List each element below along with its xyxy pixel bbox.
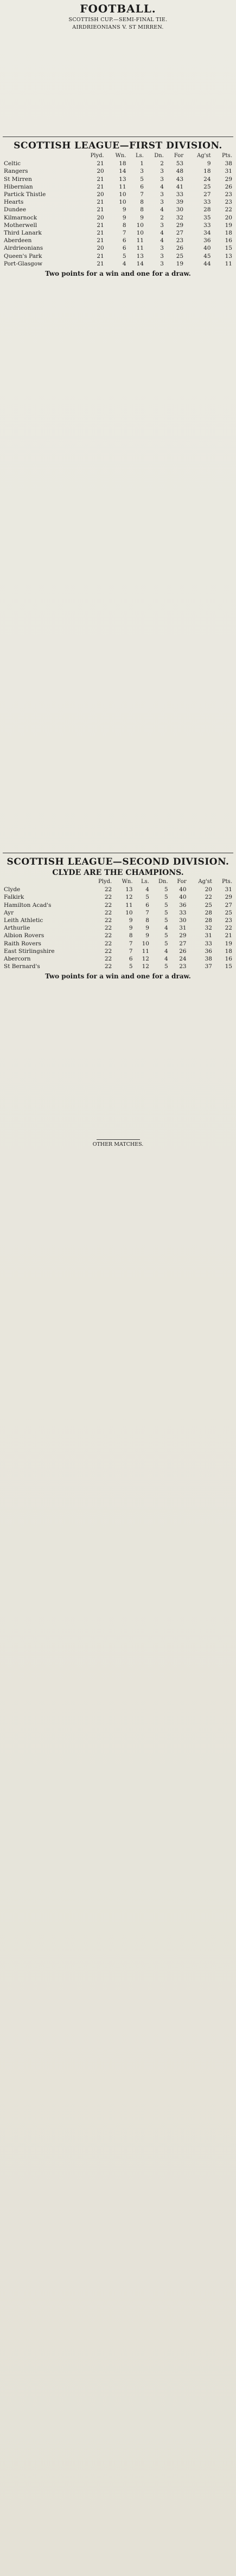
col-header: Wn. — [122, 879, 133, 885]
stat-cell: 8 — [122, 222, 126, 229]
table-row — [3, 176, 233, 183]
stat-cell: 25 — [225, 909, 232, 916]
stat-cell: 13 — [225, 252, 232, 259]
table-row — [3, 948, 233, 955]
stat-cell: 12 — [142, 956, 149, 963]
stat-cell: 7 — [145, 909, 149, 916]
stat-cell: 44 — [203, 260, 211, 267]
stat-cell: 11 — [136, 237, 144, 244]
table-row — [3, 244, 233, 252]
col-header: Pts. — [221, 879, 232, 885]
col-header — [3, 152, 78, 160]
stat-cell: 3 — [160, 260, 164, 267]
col-header: Ls. — [141, 879, 149, 885]
stat-cell: 21 — [97, 260, 104, 267]
stat-cell: 3 — [160, 252, 164, 259]
stat-cell: 19 — [176, 260, 184, 267]
stat-cell: 5 — [164, 917, 168, 924]
stat-cell: 9 — [122, 206, 126, 213]
first-division-table — [3, 152, 233, 268]
table-row — [3, 198, 233, 206]
other-matches-heading: OTHER MATCHES. — [92, 1141, 144, 1148]
stat-cell: 22 — [104, 909, 112, 916]
stat-cell: 21 — [97, 160, 104, 167]
table-row — [3, 252, 233, 260]
stat-cell: 3 — [140, 168, 144, 175]
stat-cell: 11 — [125, 901, 133, 909]
stat-cell: 37 — [205, 963, 212, 970]
stat-cell: 10 — [119, 199, 126, 206]
team-name-cell: Arthurlie — [4, 925, 30, 932]
stat-cell: 36 — [179, 901, 187, 909]
stat-cell: 5 — [164, 894, 168, 901]
table-row — [3, 237, 233, 244]
stat-cell: 7 — [129, 948, 133, 955]
second-division-title: SCOTTISH LEAGUE—SECOND DIVISION. — [7, 856, 229, 868]
table-row — [3, 191, 233, 198]
col-header: For — [177, 879, 187, 885]
stat-cell: 9 — [207, 160, 211, 167]
stat-cell: 4 — [160, 206, 164, 213]
team-name-cell: Hibernian — [4, 183, 33, 190]
stat-cell: 8 — [140, 199, 144, 206]
stat-cell: 28 — [205, 909, 212, 916]
table-row — [3, 924, 233, 932]
stat-cell: 31 — [179, 925, 187, 932]
stat-cell: 9 — [145, 932, 149, 939]
team-name-cell: Hearts — [4, 199, 24, 206]
story-subheading: AIRDRIEONIANS V. ST MIRREN. — [72, 24, 164, 30]
stat-cell: 18 — [203, 168, 211, 175]
stat-cell: 6 — [129, 956, 133, 963]
stat-cell: 14 — [119, 168, 126, 175]
stat-cell: 25 — [203, 183, 211, 190]
stat-cell: 20 — [97, 214, 104, 221]
stat-cell: 4 — [164, 925, 168, 932]
stat-cell: 12 — [142, 963, 149, 970]
stat-cell: 11 — [136, 245, 144, 252]
col-header: Plyd. — [90, 153, 104, 159]
stat-cell: 20 — [205, 886, 212, 893]
team-name-cell: East Stirlingshire — [4, 948, 55, 955]
stat-cell: 24 — [203, 176, 211, 183]
table-row — [3, 886, 233, 893]
stat-cell: 29 — [225, 894, 232, 901]
stat-cell: 21 — [97, 252, 104, 259]
stat-cell: 33 — [203, 199, 211, 206]
table-row — [3, 893, 233, 901]
stat-cell: 5 — [129, 963, 133, 970]
stat-cell: 14 — [136, 260, 144, 267]
stat-cell: 22 — [104, 940, 112, 947]
stat-cell: 3 — [160, 199, 164, 206]
story-body-4 — [3, 1148, 233, 1824]
stat-cell: 5 — [164, 963, 168, 970]
first-division-note: Two points for a win and one for a draw. — [45, 270, 191, 278]
stat-cell: 1 — [140, 160, 144, 167]
divider — [97, 1139, 140, 1140]
stat-cell: 11 — [119, 183, 126, 190]
stat-cell: 22 — [104, 956, 112, 963]
section-masthead: FOOTBALL. — [80, 2, 156, 15]
stat-cell: 43 — [176, 176, 184, 183]
team-name-cell: Third Lanark — [4, 230, 42, 237]
stat-cell: 9 — [140, 214, 144, 221]
stat-cell: 22 — [104, 917, 112, 924]
first-division-title: SCOTTISH LEAGUE—FIRST DIVISION. — [14, 140, 222, 151]
team-name-cell: Raith Rovers — [4, 940, 41, 947]
stat-cell: 22 — [104, 932, 112, 939]
stat-cell: 10 — [136, 222, 144, 229]
second-division-subtitle: CLYDE ARE THE CHAMPIONS. — [52, 868, 184, 878]
stat-cell: 27 — [203, 191, 211, 198]
col-header: Ag'st — [197, 153, 211, 159]
second-division-note: Two points for a win and one for a draw. — [45, 972, 191, 981]
stat-cell: 9 — [122, 214, 126, 221]
stat-cell: 27 — [179, 940, 187, 947]
team-name-cell: Partick Thistle — [4, 191, 46, 198]
stat-cell: 30 — [176, 206, 184, 213]
stat-cell: 12 — [125, 894, 133, 901]
stat-cell: 7 — [122, 230, 126, 237]
stat-cell: 21 — [225, 932, 232, 939]
stat-cell: 18 — [225, 230, 232, 237]
team-name-cell: Aberdeen — [4, 237, 32, 244]
stat-cell: 31 — [225, 886, 232, 893]
stat-cell: 41 — [176, 183, 184, 190]
stat-cell: 4 — [160, 237, 164, 244]
stat-cell: 40 — [179, 894, 187, 901]
stat-cell: 33 — [205, 940, 212, 947]
stat-cell: 23 — [225, 191, 232, 198]
stat-cell: 48 — [176, 168, 184, 175]
stat-cell: 5 — [145, 894, 149, 901]
stat-cell: 21 — [97, 222, 104, 229]
stat-cell: 15 — [225, 245, 232, 252]
team-name-cell: Ayr — [4, 909, 14, 916]
table-header-row — [3, 878, 233, 886]
story-body-2 — [3, 279, 233, 851]
col-header: Ag'st — [198, 879, 212, 885]
stat-cell: 6 — [122, 245, 126, 252]
stat-cell: 27 — [176, 230, 184, 237]
stat-cell: 4 — [160, 230, 164, 237]
stat-cell: 11 — [142, 948, 149, 955]
stat-cell: 40 — [179, 886, 187, 893]
team-name-cell: St Mirren — [4, 176, 32, 183]
table-row — [3, 167, 233, 175]
stat-cell: 45 — [203, 252, 211, 259]
stat-cell: 22 — [205, 894, 212, 901]
stat-cell: 20 — [97, 191, 104, 198]
stat-cell: 29 — [225, 176, 232, 183]
stat-cell: 22 — [104, 894, 112, 901]
team-name-cell: St Bernard's — [4, 963, 40, 970]
stat-cell: 30 — [179, 917, 187, 924]
stat-cell: 31 — [225, 168, 232, 175]
team-name-cell: Falkirk — [4, 894, 24, 901]
stat-cell: 25 — [176, 252, 184, 259]
stat-cell: 5 — [164, 886, 168, 893]
stat-cell: 29 — [179, 932, 187, 939]
stat-cell: 3 — [160, 168, 164, 175]
stat-cell: 29 — [176, 222, 184, 229]
stat-cell: 21 — [97, 199, 104, 206]
table-row — [3, 206, 233, 213]
stat-cell: 4 — [160, 183, 164, 190]
stat-cell: 13 — [136, 252, 144, 259]
stat-cell: 15 — [225, 963, 232, 970]
stat-cell: 9 — [129, 917, 133, 924]
stat-cell: 8 — [145, 917, 149, 924]
story-body-3 — [3, 982, 233, 1138]
stat-cell: 38 — [205, 956, 212, 963]
col-header: Pts. — [221, 153, 232, 159]
stat-cell: 11 — [225, 260, 232, 267]
stat-cell: 19 — [225, 940, 232, 947]
stat-cell: 22 — [225, 206, 232, 213]
team-name-cell: Hamilton Acad's — [4, 901, 52, 909]
stat-cell: 5 — [122, 252, 126, 259]
stat-cell: 20 — [225, 214, 232, 221]
stat-cell: 13 — [125, 886, 133, 893]
stat-cell: 16 — [225, 956, 232, 963]
stat-cell: 5 — [164, 932, 168, 939]
stat-cell: 3 — [160, 222, 164, 229]
stat-cell: 36 — [205, 948, 212, 955]
stat-cell: 20 — [97, 245, 104, 252]
stat-cell: 22 — [225, 925, 232, 932]
table-row — [3, 932, 233, 939]
team-name-cell: Airdrieonians — [4, 245, 43, 252]
stat-cell: 8 — [140, 206, 144, 213]
stat-cell: 36 — [203, 237, 211, 244]
stat-cell: 21 — [97, 230, 104, 237]
stat-cell: 24 — [179, 956, 187, 963]
stat-cell: 22 — [104, 948, 112, 955]
stat-cell: 9 — [129, 925, 133, 932]
col-header: Dn. — [158, 879, 168, 885]
col-header: For — [174, 153, 184, 159]
stat-cell: 39 — [176, 199, 184, 206]
story-heading: SCOTTISH CUP.—SEMI-FINAL TIE. — [68, 17, 168, 23]
stat-cell: 22 — [104, 901, 112, 909]
stat-cell: 5 — [140, 176, 144, 183]
stat-cell: 3 — [160, 245, 164, 252]
col-header — [3, 878, 88, 886]
stat-cell: 18 — [225, 948, 232, 955]
team-name-cell: Clyde — [4, 886, 21, 893]
stat-cell: 4 — [164, 956, 168, 963]
stat-cell: 9 — [145, 925, 149, 932]
table-row — [3, 955, 233, 963]
table-row — [3, 917, 233, 924]
stat-cell: 2 — [160, 214, 164, 221]
table-row — [3, 940, 233, 948]
stat-cell: 3 — [160, 191, 164, 198]
stat-cell: 22 — [104, 886, 112, 893]
stat-cell: 2 — [160, 160, 164, 167]
team-name-cell: Port-Glasgow — [4, 260, 43, 267]
table-row — [3, 901, 233, 909]
stat-cell: 27 — [225, 901, 232, 909]
stat-cell: 10 — [142, 940, 149, 947]
team-name-cell: Abercorn — [4, 956, 31, 963]
stat-cell: 28 — [203, 206, 211, 213]
table-row — [3, 160, 233, 167]
stat-cell: 3 — [160, 176, 164, 183]
table-row — [3, 229, 233, 237]
stat-cell: 32 — [205, 925, 212, 932]
second-division-table — [3, 878, 233, 970]
stat-cell: 18 — [119, 160, 126, 167]
team-name-cell: Motherwell — [4, 222, 37, 229]
stat-cell: 8 — [129, 932, 133, 939]
col-header: Dn. — [154, 153, 164, 159]
stat-cell: 10 — [119, 191, 126, 198]
stat-cell: 53 — [176, 160, 184, 167]
stat-cell: 6 — [145, 901, 149, 909]
stat-cell: 5 — [164, 909, 168, 916]
stat-cell: 35 — [203, 214, 211, 221]
table-row — [3, 214, 233, 222]
stat-cell: 26 — [176, 245, 184, 252]
stat-cell: 33 — [179, 909, 187, 916]
table-row — [3, 963, 233, 970]
col-header: Wn. — [115, 153, 126, 159]
stat-cell: 19 — [225, 222, 232, 229]
team-name-cell: Albion Rovers — [4, 932, 44, 939]
stat-cell: 5 — [164, 940, 168, 947]
stat-cell: 40 — [203, 245, 211, 252]
stat-cell: 23 — [179, 963, 187, 970]
stat-cell: 21 — [97, 237, 104, 244]
stat-cell: 4 — [164, 948, 168, 955]
stat-cell: 21 — [97, 206, 104, 213]
stat-cell: 10 — [136, 230, 144, 237]
stat-cell: 33 — [203, 222, 211, 229]
team-name-cell: Leith Athletic — [4, 917, 43, 924]
stat-cell: 31 — [205, 932, 212, 939]
table-row — [3, 222, 233, 229]
stat-cell: 25 — [205, 901, 212, 909]
stat-cell: 7 — [140, 191, 144, 198]
table-row — [3, 909, 233, 917]
col-header: Ls. — [135, 153, 144, 159]
stat-cell: 26 — [225, 183, 232, 190]
stat-cell: 20 — [97, 168, 104, 175]
stat-cell: 5 — [164, 901, 168, 909]
stat-cell: 28 — [205, 917, 212, 924]
stat-cell: 26 — [179, 948, 187, 955]
team-name-cell: Rangers — [4, 168, 28, 175]
stat-cell: 23 — [225, 917, 232, 924]
stat-cell: 10 — [125, 909, 133, 916]
stat-cell: 6 — [122, 237, 126, 244]
table-row — [3, 183, 233, 191]
stat-cell: 7 — [129, 940, 133, 947]
table-header-row — [3, 152, 233, 160]
story-body-1 — [3, 31, 233, 135]
stat-cell: 13 — [119, 176, 126, 183]
stat-cell: 21 — [97, 176, 104, 183]
stat-cell: 33 — [176, 191, 184, 198]
team-name-cell: Kilmarnock — [4, 214, 37, 221]
team-name-cell: Dundee — [4, 206, 27, 213]
team-name-cell: Celtic — [4, 160, 21, 167]
stat-cell: 22 — [104, 925, 112, 932]
table-row — [3, 260, 233, 268]
stat-cell: 38 — [225, 160, 232, 167]
stat-cell: 34 — [203, 230, 211, 237]
stat-cell: 21 — [97, 183, 104, 190]
stat-cell: 16 — [225, 237, 232, 244]
stat-cell: 4 — [145, 886, 149, 893]
col-header: Plyd. — [98, 879, 112, 885]
stat-cell: 23 — [225, 199, 232, 206]
stat-cell: 22 — [104, 963, 112, 970]
team-name-cell: Queen's Park — [4, 252, 42, 259]
stat-cell: 4 — [122, 260, 126, 267]
stat-cell: 23 — [176, 237, 184, 244]
stat-cell: 32 — [176, 214, 184, 221]
stat-cell: 6 — [140, 183, 144, 190]
